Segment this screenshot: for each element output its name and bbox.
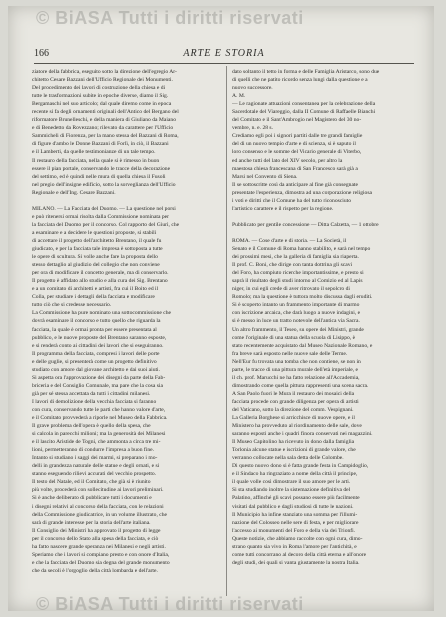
text-line: essere il pian portale, conservando le tracce della decorazione	[32, 165, 171, 172]
text-line: come l'originale di una statua della scuola di Lisippo, è	[232, 334, 356, 341]
text-line: a esaminare e a decidere le questioni proposte, si stabilì	[32, 229, 157, 236]
text-line: MILANO. — La Facciata del Duomo. — La questione nel porsi	[32, 205, 176, 212]
text-line: dovrà esaminare il concorso e tutto quello che riguarda la	[32, 318, 161, 325]
text-line: verranno collocate nella sala detta delle Colombe.	[232, 455, 344, 462]
text-line: Crediamo egli poi i signori partiti dalle tre grandi famiglie	[232, 133, 363, 140]
text-line: Il Consiglio dei Ministri ha approvato il progetto di legge	[32, 527, 161, 534]
text-line: I lavori di demolizione della vecchia facciata si faranno	[32, 398, 157, 405]
text-line: tutto ciò che si credesse necessario.	[32, 302, 112, 309]
text-line: Sammicheli di Fiorenza, per la mano stessa del Bazzani di Roma,	[32, 133, 179, 140]
text-line: della Commissione giudicatrice, in un volume illustrato, che	[32, 511, 167, 518]
text-line: Nell'Eur fu trovata una tomba che non contiene, se non in	[232, 358, 361, 365]
watermark-bottom: © BiASA Tutti i diritti riservati	[36, 594, 304, 614]
text-line: Il restauro della facciata, nella quale si è rimesso in buon	[32, 157, 160, 164]
text-line: maestosa chiesa francescana di San Francesco sarà già a	[232, 165, 358, 172]
text-line: del Vaticano, sotto la direzione del comm. Vespignani.	[232, 406, 354, 413]
text-line: La Commissione ha pure nominato una sottocommissione che	[32, 310, 172, 317]
right-column	[232, 68, 420, 567]
left-column	[32, 68, 220, 575]
text-line: nazione del Colosseo nelle sere di festa, e per migliorare	[232, 519, 359, 526]
text-line: ziatore della fabbrica, eseguito sotto la direzione dell'egregio Ar-	[32, 69, 177, 75]
text-line: Il prof. C. Boni, che dirige con tanta dottrina gli scavi	[232, 262, 353, 269]
page-header	[34, 48, 414, 62]
text-line: Marsi nel Convento di Siena.	[232, 173, 298, 180]
text-line: del Foro, ha compiuto ricerche importantissime, e presto si	[232, 270, 364, 277]
text-line: Di questo nuovo dono si è fatta grande festa in Campidoglio,	[232, 463, 369, 470]
text-line: per il concorso dello Stato alla spesa della facciata, e ciò	[32, 535, 159, 542]
text-line	[232, 229, 420, 237]
text-line: riformatore Brunelleschi, e della maniera di Giuliano da Maiano	[32, 117, 176, 124]
text-line: Un altro frammento, il Teseo, su opere dei Ministri, grande	[232, 326, 364, 333]
text-line: e il Sindaco ha ringraziato a nome della città il principe,	[232, 471, 358, 478]
header-rule	[34, 63, 414, 64]
text-line: Ministero ha provveduto al riordinamento delle sale, dove	[232, 423, 362, 430]
text-line: stesso dettaglio al giudizio del collegio che non conviene	[32, 262, 160, 269]
text-line: studiato con amore dal giovane architetto e dai suoi aiuti.	[32, 366, 160, 373]
text-line: e può ritenersi ormai risolta dalla Commissione nominata per	[32, 213, 170, 220]
text-line: Del procedimento dei lavori di costruzione della chiesa e di	[32, 85, 166, 92]
text-line: Si è scoperto intanto un frammento importante di marmo	[232, 302, 360, 309]
text-line: le opere di scultura. Si volle anche fare la proposta dello	[32, 254, 158, 261]
text-line: nel pregio dell'insigne edificio, sotto la sorveglianza dell'Ufficio	[32, 181, 176, 188]
text-line: Romolo; ma la questione è tuttora molto discussa dagli eruditi.	[232, 294, 373, 301]
text-line: come tutti concorrano al decoro della città eterna e all'onore	[232, 551, 367, 558]
text-line: Il se sottoscritte così da anticipare al fine già consegnate	[232, 181, 358, 188]
text-line: stanno eseguendo rilievi accurati del vecchio prospetto.	[32, 471, 157, 478]
text-line: A. M.	[232, 93, 246, 100]
text-line: e il lascito Aristide de Togni, che ammonta a circa tre mi-	[32, 439, 161, 446]
text-line: con iscrizione arcaica, che darà luogo a nuove indagini, e	[232, 310, 361, 317]
text-line: Il Museo Capitolino ha ricevuto in dono dalla famiglia	[232, 439, 355, 446]
text-line: delli in grandezza naturale delle statue e degli ornati, e si	[32, 463, 160, 470]
text-line: Colla, per studiare i dettagli della facciata e modificare	[32, 294, 155, 301]
text-line: ROMA. — Cose d'arte e di storia. — La Società, il	[232, 237, 347, 244]
text-line: A San Paolo fuori le Mura il restauro dei mosaici della	[232, 390, 355, 397]
text-line: di accettare il progetto dell'architetto Brentano, il quale fu	[32, 237, 162, 244]
text-line: il ch. prof. Marucchi ne ha fatto relazione all'Accademia,	[232, 374, 360, 381]
text-line: chitetto Cesare Bazzani dell'Ufficio Regionale dei Monumenti.	[32, 77, 173, 84]
text-line: più volte, procederà con sollecitudine ai lavori preliminari.	[32, 487, 164, 494]
running-title: ARTE E STORIA	[183, 48, 265, 59]
text-line: e delle guglie, si presenterà come un progetto definitivo	[32, 358, 157, 365]
text-line: niger, in cui egli crede di aver ritrovato il sepolcro di	[232, 286, 350, 293]
text-line: degli studi, dei quali si vanta giustamente la nostra Italia.	[232, 559, 360, 566]
text-line: nuovo successore.	[232, 85, 273, 92]
text-line: di quelli che ne patito ricordo senza lungi dalla questione e a	[232, 77, 368, 84]
text-line: facciata, la quale è ormai pronta per essere presentata al	[32, 326, 157, 333]
text-line: sarà di grande interesse per la storia dell'arte italiana.	[32, 519, 151, 526]
text-line: Pubblicato per gentile concessione — Ditta Calzetta, — 1 ottobre	[232, 221, 379, 228]
text-line: del Comitato e il Sant'Ambrogio nel Magistero del 30 no-	[232, 117, 362, 124]
watermark-top: © BiASA Tutti i diritti riservati	[36, 8, 304, 28]
text-line: Si aspetta ora l'approvazione dei disegni da parte della Fab-	[32, 374, 166, 381]
text-line: stato recentemente acquistato dal Museo Nazionale Romano, e	[232, 342, 373, 349]
text-line: e il Lamberti, da quelle testimonianze di un tale tempo.	[32, 149, 156, 156]
text-line: e a un comitato di architetti e artisti, fra cui il Boito ed il	[32, 286, 159, 293]
text-line: Torlonia alcune statue e iscrizioni di grande valore, che	[232, 447, 356, 454]
text-line: dimostrando come quella pittura rappresenti una scena sacra.	[232, 382, 369, 389]
text-line: Intanto si studiano i saggi dei marmi, si preparano i mo-	[32, 455, 158, 462]
text-line: del settimo, ed è quindi nelle mura di quella chiesa il Fusoli	[32, 173, 166, 180]
text-line: dato soltanto il tetto in forma e delle Famiglia Aristarco, sono due	[232, 69, 380, 75]
text-line: i voti e diritti che il Comune ha del tutto riconosciuto	[232, 197, 352, 204]
text-line: il quale volle così dimostrare il suo amore per le arti.	[232, 479, 351, 486]
text-line: Il progetto è affidato allo studio e alla cura dei Sig. Brentano	[32, 278, 168, 285]
text-line: Senato e il Comune di Roma hanno stabilito, e sarà nel tempo	[232, 246, 371, 253]
text-line: briceria e del Consiglio Comunale, ma pare che la cosa sia	[32, 382, 163, 389]
text-line: del di un nuovo tempio d'arte e di scienza, si è saputo il	[232, 141, 356, 148]
text-line: già per sé stessa accettata da tutti i cittadini milanesi.	[32, 390, 151, 397]
text-line: tutte le trasformazioni subite in epoche diverse, diamo il Sig.	[32, 93, 169, 100]
text-line: — Le ragionate attuazioni consentanea per la celebrazione della	[232, 101, 376, 108]
text-line: l'accesso ai monumenti del Foro e della via dei Trionfi.	[232, 527, 356, 534]
text-line: recente si fa degli ornamenti originali dell'Antico del Bergano del	[32, 109, 179, 116]
text-line: di figure d'ambo le Donne Bazzani di Forlì, in ciò, il Bazzani	[32, 141, 169, 148]
text-line: strano quanto sia vivo in Roma l'amore per l'antichità, e	[232, 543, 357, 550]
text-line: fra breve sarà esposto nelle nuove sale delle Terme.	[232, 350, 348, 357]
text-line: Si sta studiando inoltre la sistemazione definitiva del	[232, 487, 351, 494]
text-line: vembre, n. e. 28 s.	[232, 125, 274, 132]
text-line: facciata procede con grande diligenza per opera di artisti	[232, 398, 359, 405]
page-number: 166	[34, 48, 49, 59]
text-line: che da secoli è l'orgoglio della città lombarda e dell'arte.	[32, 567, 158, 574]
text-line: La Galleria Borghese si arricchisce di nuove opere, e il	[232, 415, 355, 422]
text-line: e si renderà conto ai cittadini dei lavori che si eseguiranno.	[32, 342, 164, 349]
text-line: Il Municipio ha infine stanziato una somma per l'illumi-	[232, 511, 358, 518]
text-line: si calcola in parecchi milioni; ma la generosità dei Milanesi	[32, 431, 166, 438]
text-line: Si è anche deliberato di pubblicare tutti i documenti e	[32, 495, 152, 502]
text-line: e di Benedetto da Rovezzano; rilevato da carattere per l'Ufficio	[32, 125, 174, 132]
page	[8, 6, 434, 614]
text-line: Palatino, affinché gli scavi possano essere più facilmente	[232, 495, 360, 502]
text-line	[32, 197, 220, 205]
text-line: Queste notizie, che abbiamo raccolte con ogni cura, dimo-	[232, 535, 363, 542]
text-line: la facciata del Duomo per il concorso. Col rapporto del Giurì, che	[32, 221, 180, 228]
text-line: presentate l'esperienza, dimostra ad una corporazione religiosa	[232, 189, 373, 196]
text-line	[232, 213, 420, 221]
text-line: e che la facciata del Duomo sia degna del grande monumento	[32, 559, 170, 566]
text-line: per ora di modificare il concetto generale, ma di conservarlo.	[32, 270, 169, 277]
text-line: i disegni relativi al concorso della facciata, con le relazioni	[32, 503, 164, 510]
text-line: loro consenso e le somme del Vicario generale di Viterbo,	[232, 149, 362, 156]
text-line: lioni, permetteranno di condurre l'impresa a buon fine.	[32, 447, 155, 454]
text-line: parte, le tracce di una pittura murale dell'età imperiale, e	[232, 366, 359, 373]
column-divider	[226, 66, 227, 596]
text-line: giudicato, e per la facciata tale impresa è sottoposta a tutte	[32, 246, 163, 253]
text-line: saprà il risultato degli studi intorno al Comizio ed al Lapis	[232, 278, 363, 285]
text-line: Regionale e dell'Ing. Cesare Bazzani.	[32, 189, 116, 196]
text-line: Speriamo che i lavori si compiano presto e con onore d'Italia,	[32, 551, 170, 558]
text-line: ed anche tutti del lato del XIV secolo, per altro la	[232, 157, 343, 164]
text-line: Il grave problema dell'opera è quello della spesa, che	[32, 423, 151, 430]
text-line: e il Comitato provvederà a riporle nel Museo della Fabbrica.	[32, 415, 168, 422]
text-line: saranno esposti anche i quadri finora conservati nei magazzini.	[232, 431, 373, 438]
text-line: l'artistico carattere e il rispetto per la regione.	[232, 205, 334, 212]
text-line: ha fatto nascere grande speranza nei Milanesi e negli artisti.	[32, 543, 166, 550]
text-line: si è messo in luce un tratto notevole dell'antica via Sacra.	[232, 318, 360, 325]
text-line: visitati dal pubblico e dagli studiosi di tutte le nazioni.	[232, 503, 354, 510]
text-line: con cura, conservando tutte le parti che hanno valore d'arte,	[32, 406, 166, 413]
text-line: dei prossimi mesi, che la galleria di famiglia sia riaperta.	[232, 254, 359, 261]
text-line: Bergamaschi nel suo articolo; dal quale diremo come in epoca	[32, 101, 172, 108]
text-line: Sacerdotale del Viareggio, dalla II Comune di Raffaelle Bianchi	[232, 109, 376, 116]
text-line: Il programma della facciata, compresi i lavori delle porte	[32, 350, 160, 357]
text-line: pubblico, e le nuove proposte del Brentano saranno esposte,	[32, 334, 167, 341]
text-line: Il testo del Natale, ed il Comitato, che già si è riunito	[32, 479, 151, 486]
